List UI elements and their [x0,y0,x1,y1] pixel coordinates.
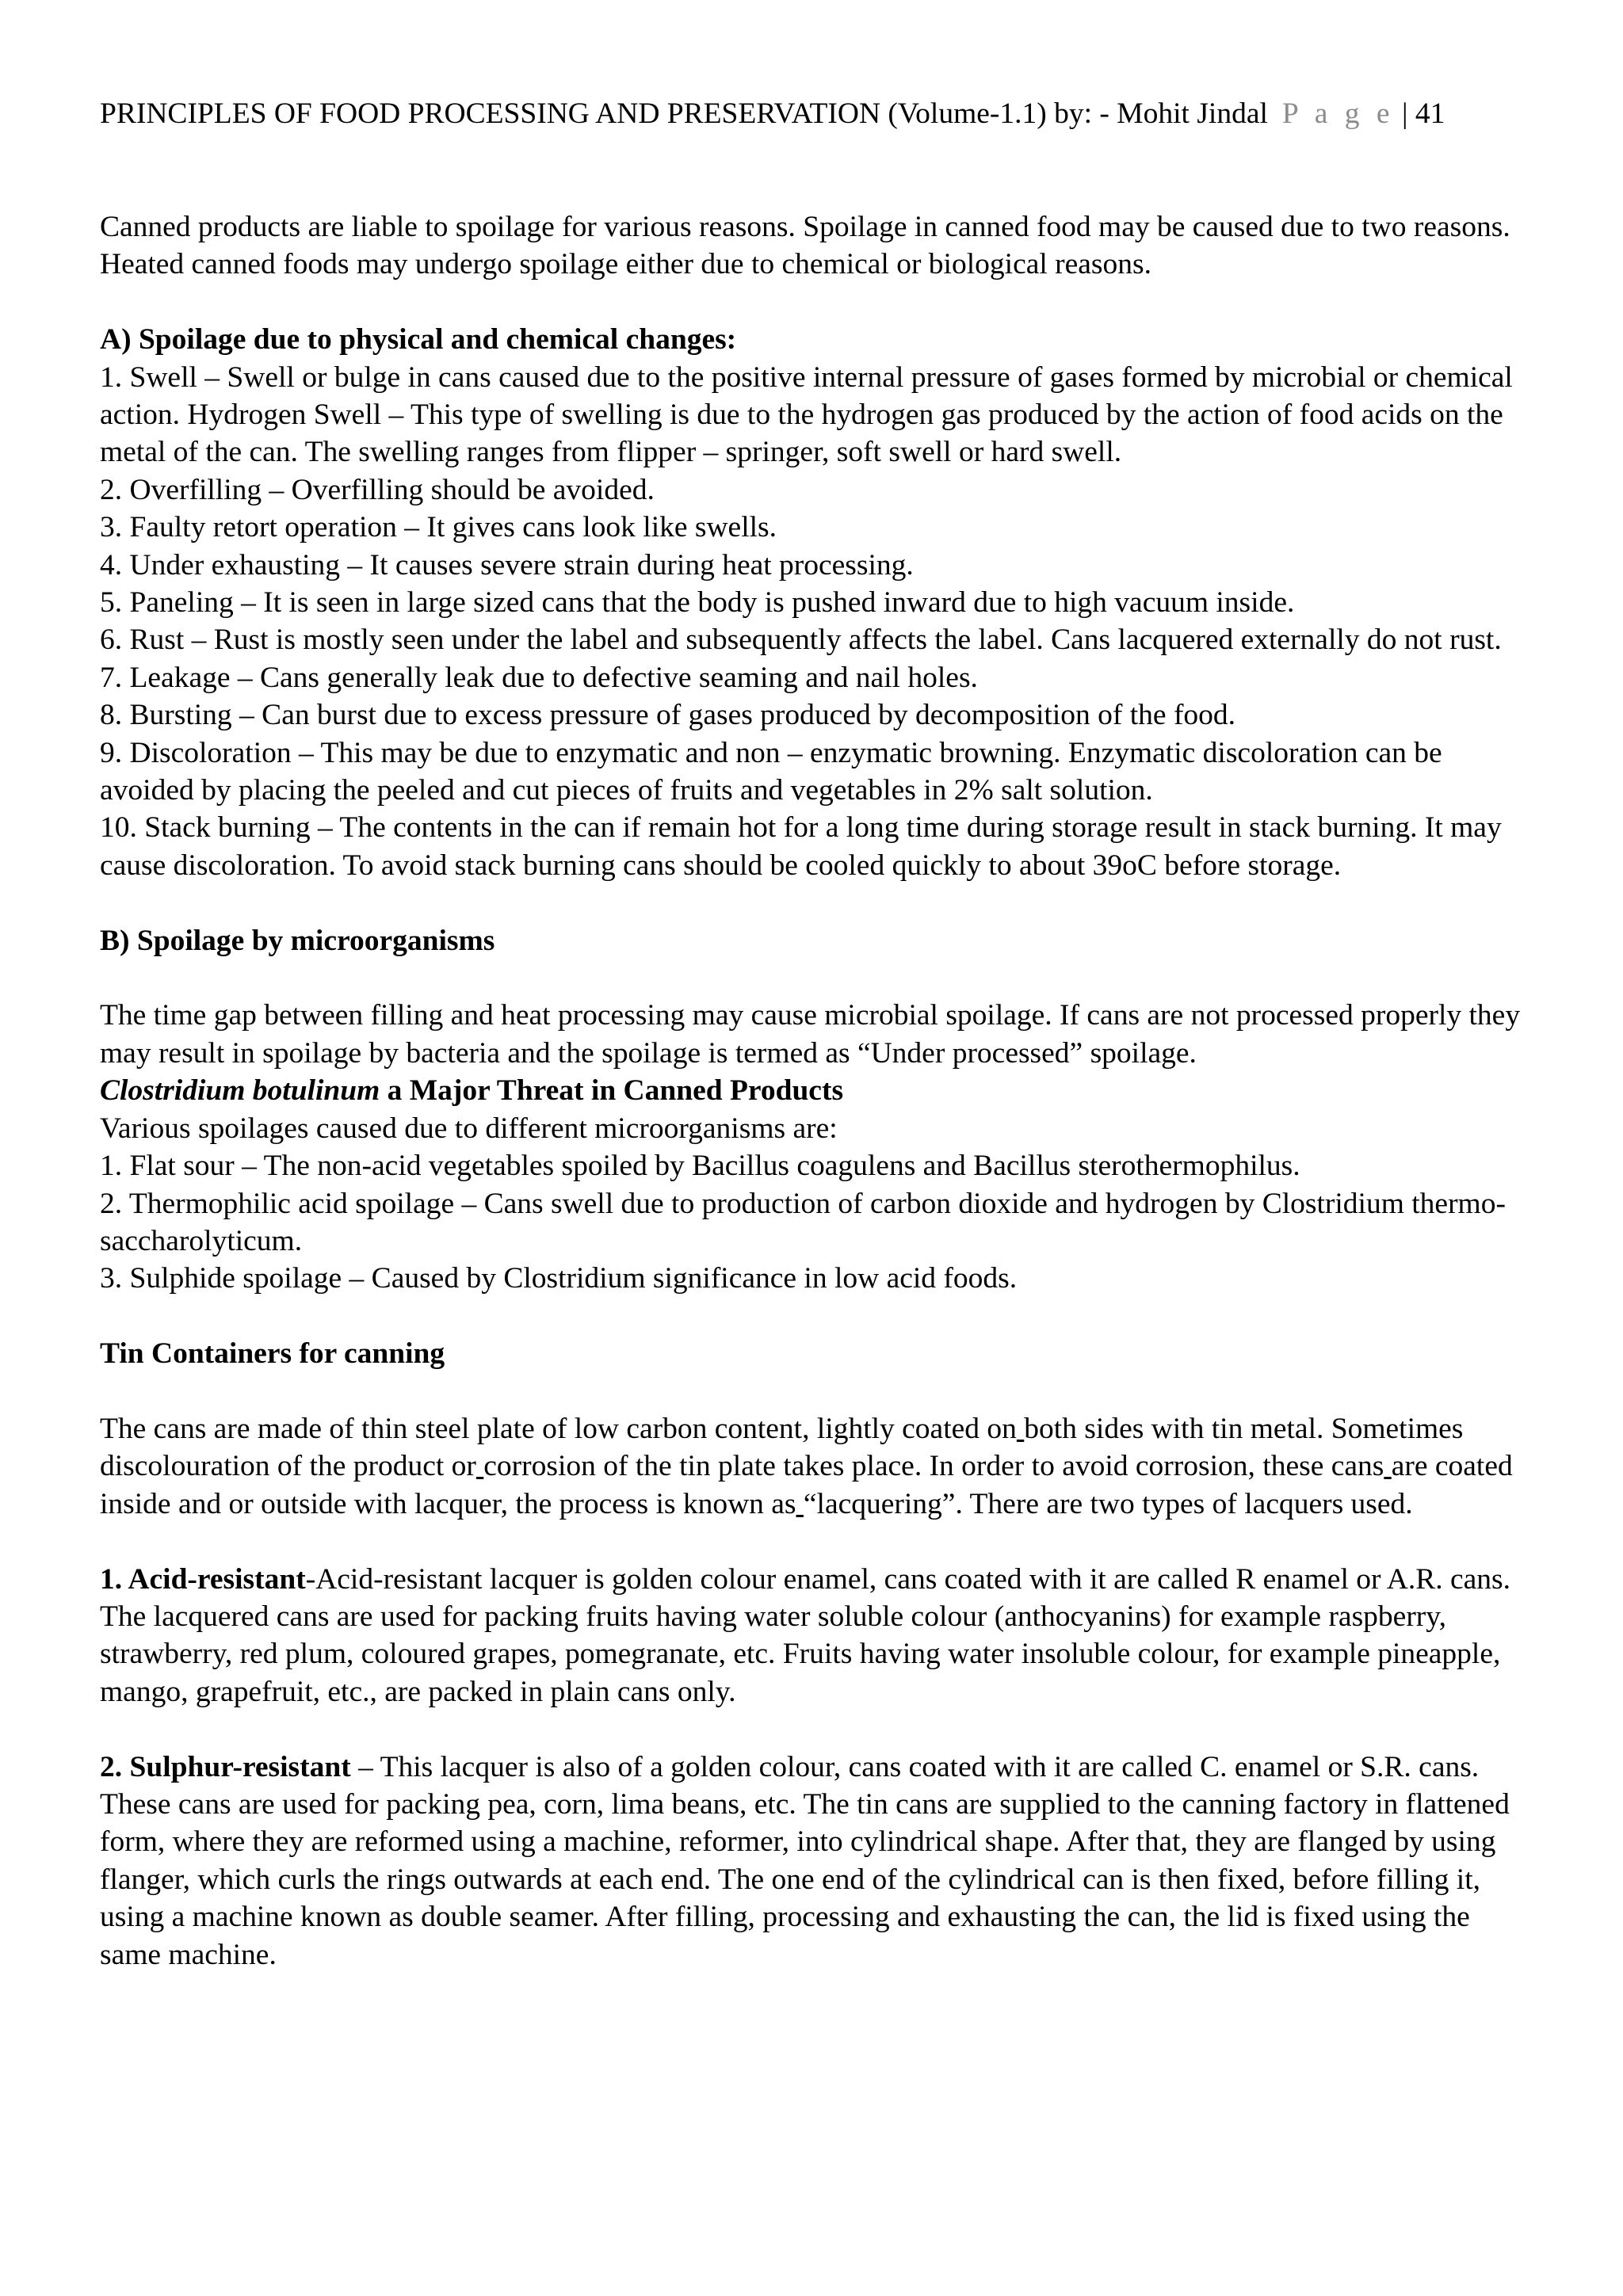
threat-organism: Clostridium botulinum [100,1074,380,1108]
list-item: 2. Thermophilic acid spoilage – Cans swell due to production of carbon dioxide and hydrogen by Clostridium thermo-saccharolyticum. [100,1187,1506,1257]
acid-resistant-paragraph [100,1561,1534,1711]
section-a-heading: A) Spoilage due to physical and chemical changes: [100,323,737,357]
acid-resistant-label: 1. Acid-resistant [100,1562,306,1596]
list-item: 3. Sulphide spoilage – Caused by Clostridium significance in low acid foods. [100,1262,1018,1295]
tin-text-a: The cans are made of thin steel plate of low carbon content, lightly coated on [100,1412,1017,1445]
tin-text-e: “lacquering”. There are two types of lacquers used. [803,1487,1413,1520]
sulphur-resistant-paragraph [100,1749,1534,1974]
list-item: 4. Under exhausting – It causes severe strain during heat processing. [100,548,914,582]
list-item: 6. Rust – Rust is mostly seen under the label and subsequently affects the label. Cans lacquered externally do not rust. [100,624,1502,657]
list-item: 1. Flat sour – The non-acid vegetables spoiled by Bacillus coagulens and Bacillus sterothermophilus. [100,1150,1300,1183]
list-item: 7. Leakage – Cans generally leak due to defective seaming and nail holes. [100,661,978,694]
list-item: 9. Discoloration – This may be due to enzymatic and non – enzymatic browning. Enzymatic discoloration can be avoided by placing the peeled and cut pieces of fruits and vegetables in 2% salt solution. [100,736,1442,807]
document-body [100,208,1534,1974]
threat-text: a Major Threat in Canned Products [380,1074,844,1108]
intro-paragraph: Canned products are liable to spoilage for various reasons. Spoilage in canned food may be caused due to two reasons. Heated canned foods may undergo spoilage either due to chemical or biological reasons. [100,211,1510,281]
section-b-paragraph: The time gap between filling and heat processing may cause microbial spoilage. If cans are not processed properly they may result in spoilage by bacteria and the spoilage is termed as “Under processed” spoilage. [100,999,1521,1070]
header-page-label: P a g e [1281,97,1395,130]
list-item: 10. Stack burning – The contents in the can if remain hot for a long time during storage result in stack burning. It may cause discoloration. To avoid stack burning cans should be cooled quickly to about 39oC before storage. [100,811,1502,882]
page-header [100,95,1445,132]
header-page-number: 41 [1415,97,1445,130]
list-item: 2. Overfilling – Overfilling should be avoided. [100,473,655,506]
list-item: 8. Bursting – Can burst due to excess pressure of gases produced by decomposition of the food. [100,699,1236,732]
acid-resistant-text: -Acid-resistant lacquer is golden colour enamel, cans coated with it are called R enamel or A.R. cans. The lacquered cans are used for packing fruits having water soluble colour (anthocyanins) for example raspberry, strawberry, red plum, coloured grapes, pomegranate, etc. Fruits having water insoluble colour, for example pineapple, mango, grapefruit, etc., are packed in plain cans only. [100,1562,1511,1708]
threat-heading [100,1072,1534,1109]
tin-text-c: corrosion of the tin plate takes place. In order to avoid corrosion, these cans [483,1450,1384,1483]
sulphur-resistant-text: – This lacquer is also of a golden colour, cans coated with it are called C. enamel or S.R. cans. These cans are used for packing pea, corn, lima beans, etc. The tin cans are supplied to the canning factory in flattened form, where they are reformed using a machine, reformer, into cylindrical shape. After that, they are flanged by using flanger, which curls the rings outwards at each end. The one end of the cylindrical can is then fixed, before filling it, using a machine known as double seamer. After filling, processing and exhausting the can, the lid is fixed using the same machine. [100,1750,1510,1971]
section-b-heading: B) Spoilage by microorganisms [100,924,495,957]
list-item: 3. Faulty retort operation – It gives cans look like swells. [100,511,777,544]
list-item: 5. Paneling – It is seen in large sized cans that the body is pushed inward due to high vacuum inside. [100,586,1295,620]
tin-paragraph [100,1410,1534,1523]
section-tin-heading: Tin Containers for canning [100,1337,445,1371]
list-item: 1. Swell – Swell or bulge in cans caused due to the positive internal pressure of gases formed by microbial or chemical action. Hydrogen Swell – This type of swelling is due to the hydrogen gas produced by the action of food acids on the metal of the can. The swelling ranges from flipper – springer, soft swell or hard swell. [100,360,1513,469]
section-b-list-intro: Various spoilages caused due to different microorganisms are: [100,1112,838,1145]
header-title: PRINCIPLES OF FOOD PROCESSING AND PRESERVATION (Volume-1.1) by: - Mohit Jindal [100,97,1268,130]
sulphur-resistant-label: 2. Sulphur-resistant [100,1750,351,1783]
header-page-separator: | [1401,97,1408,130]
tin-text-b: both sides with tin metal. Sometimes discolouration of the product or [100,1412,1464,1483]
tin-text-d: are coated inside and or outside with lacquer, the process is known as [100,1450,1513,1520]
